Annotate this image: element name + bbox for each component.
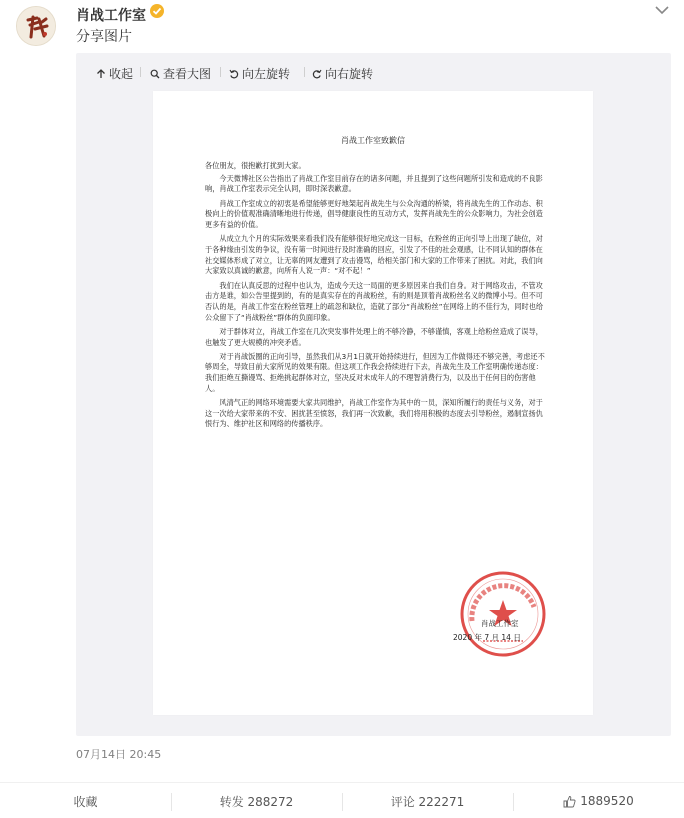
image-viewer: [76, 53, 671, 736]
chevron-down-icon[interactable]: [654, 4, 670, 16]
verified-badge-icon: [150, 4, 164, 18]
avatar[interactable]: [16, 6, 56, 46]
apology-letter-image[interactable]: [153, 91, 593, 715]
view-large-button[interactable]: [150, 65, 211, 82]
repost-label: 转发 288272: [219, 794, 294, 809]
rotate-left-icon: [229, 69, 239, 79]
rotate-right-label: 向右旋转: [325, 67, 374, 81]
thumbs-up-icon: [563, 795, 576, 808]
studio-logo-icon: [17, 7, 56, 46]
letter-paragraph: 今天微博社区公告指出了肖战工作室目前存在的诸多问题，并且提到了这些问题所引发和造成的不良影响，肖战工作室表示完全认同，即时深表歉意。: [205, 173, 543, 194]
toolbar-divider: [304, 67, 305, 77]
collapse-button[interactable]: [96, 65, 133, 82]
view-large-label: 查看大图: [163, 67, 212, 81]
rotate-left-label: 向左旋转: [242, 67, 291, 81]
letter-date: 2020 年 7 月 14 日: [453, 633, 521, 642]
image-toolbar: [76, 53, 671, 89]
letter-paragraph: 风清气正的网络环境需要大家共同维护，肖战工作室作为其中的一员，深知所履行的责任与义务，对于这一次给大家带来的不安、困扰甚至愤怒，我们再一次致歉，我们将用积极的态度去引导粉丝，遏制宣扬仇恨行为、维护社区和网络的传播秩序。: [205, 398, 543, 429]
letter-signature: 肖战工作室: [481, 619, 519, 628]
like-count: 1889520: [580, 794, 634, 808]
rotate-left-button[interactable]: [229, 65, 290, 82]
post-actions: [0, 782, 684, 818]
letter-paragraph: 各位朋友，很抱歉打扰到大家。: [205, 161, 306, 170]
letter-paragraph: 肖战工作室成立的初衷是希望能够更好地架起肖战先生与公众沟通的桥梁，将肖战先生的工作动态、积极向上的价值观准确清晰地进行传递，倡导健康良性的互动方式，发挥肖战先生的公众影响力，为社会创造更多有益的价值。: [205, 198, 543, 230]
letter-paragraph: 对于肖战饭圈的正向引导，虽然我们从3月1日就开始持续进行，但因为工作做得还不够完善，考虑还不够周全，导致目前大家所见的效果有限。但这项工作我会持续进行下去，肖战先生及工作室明确传递态度：我们拒绝互撕谩骂、拒绝挑起群体对立，坚决反对未成年人的不理智消费行为，以及出于任何目的伤害他人。: [205, 351, 545, 393]
letter-paragraph: 对于群体对立，肖战工作室在几次突发事件处理上的不够冷静，不够谨慎，客观上给粉丝造成了误导，也触发了更大规模的冲突矛盾。: [205, 326, 543, 347]
company-seal-icon: [458, 569, 548, 659]
username[interactable]: 肖战工作室: [76, 8, 146, 24]
letter-paragraph: 我们在认真反思的过程中也认为，造成今天这一局面的更多原因来自我们自身。对于网络攻击，不管攻击方是谁，如公告里提到的，有的是真实存在的肖战粉丝，有的则是顶着肖战粉丝名义的微博小号。但不可否认的是，肖战工作室在粉丝管理上的疏忽和缺位，造就了部分“肖战粉丝”在网络上的不佳行为，同时也给公众留下了“肖战粉丝”群体的负面印象。: [205, 280, 544, 322]
rotate-right-button[interactable]: [312, 65, 373, 82]
repost-button[interactable]: [171, 783, 342, 818]
collapse-label: 收起: [109, 67, 134, 81]
letter-paragraph: 从成立九个月的实际效果来看我们没有能够很好地完成这一目标，在粉丝的正向引导上出现了缺位，对于各种缘由引发的争议，没有第一时间进行及时准确的回应，引发了不佳的社会观感，让不同认知的群体在社交媒体形成了对立，让无辜的网友遭到了攻击谩骂，给相关部门和大家的工作带来了困扰。对此，我们向大家致以真诚的歉意，向所有人说一声：“对不起！”: [205, 234, 543, 276]
letter-body: [205, 161, 545, 434]
letter-title: 肖战工作室致歉信: [341, 136, 405, 145]
toolbar-divider: [140, 67, 141, 77]
comment-label: 评论 222271: [390, 794, 465, 809]
comment-button[interactable]: [342, 783, 513, 818]
favorite-button[interactable]: [0, 783, 171, 818]
favorite-label: 收藏: [73, 794, 98, 809]
post-timestamp[interactable]: 07月14日 20:45: [76, 748, 162, 761]
magnifier-icon: [150, 69, 160, 79]
like-button[interactable]: [513, 783, 684, 818]
rotate-right-icon: [312, 69, 322, 79]
post-header: [0, 0, 684, 52]
arrow-up-icon: [96, 69, 106, 79]
toolbar-divider: [220, 67, 221, 77]
post-subtitle: 分享图片: [76, 29, 132, 45]
